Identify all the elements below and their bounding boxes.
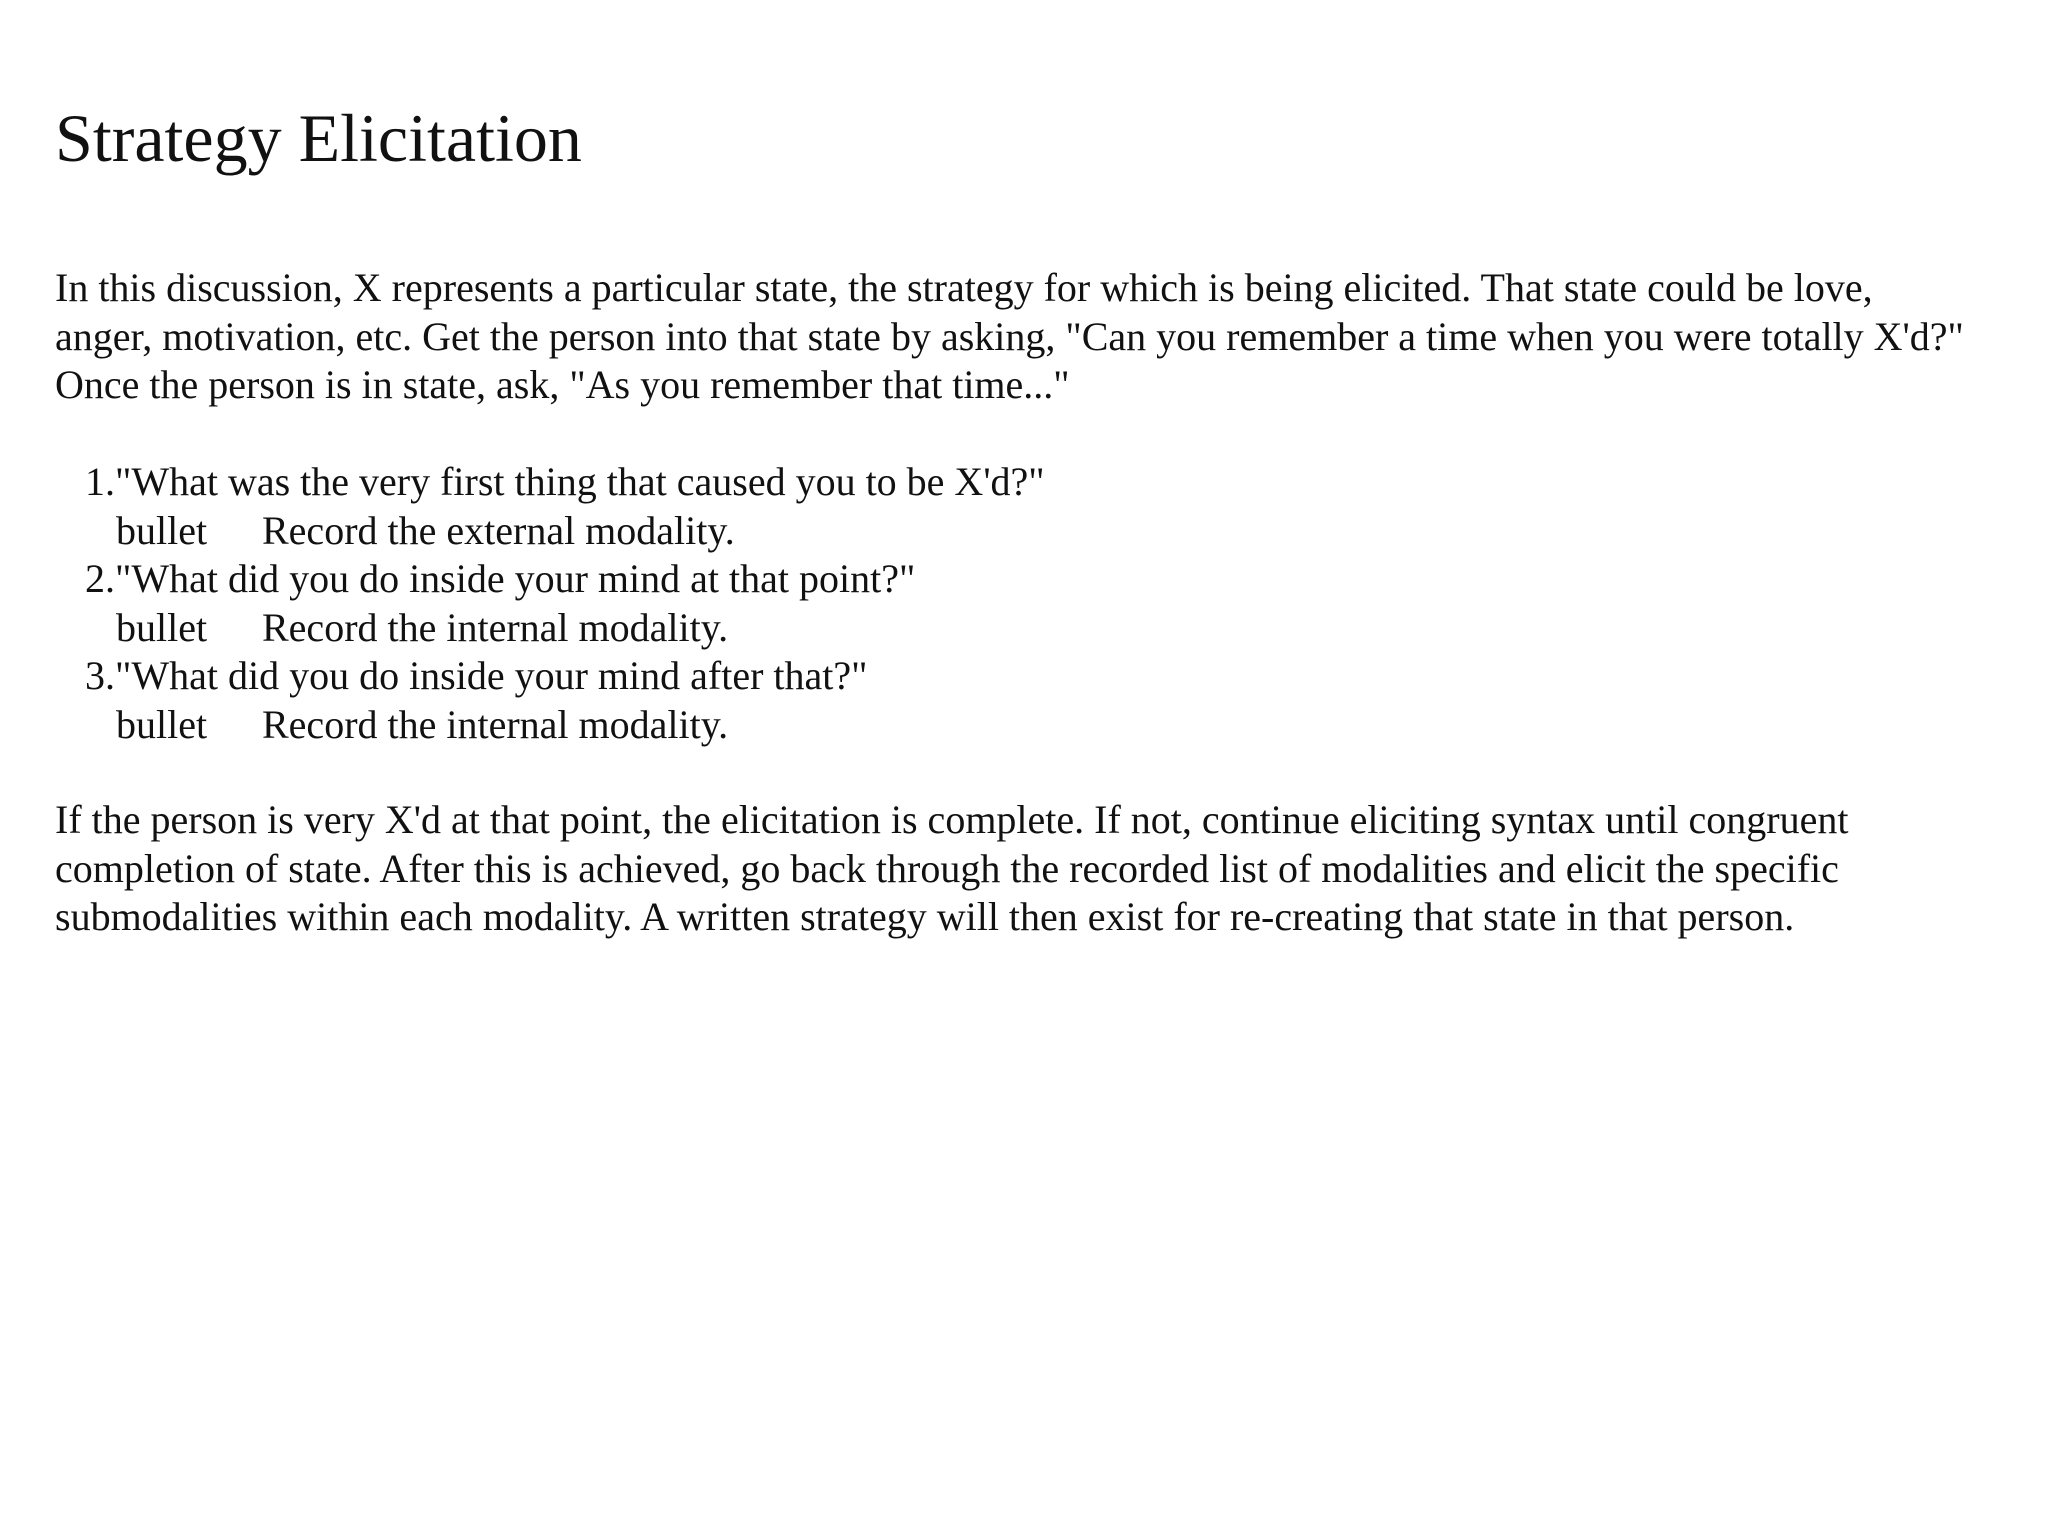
step-note-row bbox=[55, 701, 1975, 750]
step-question: "What was the very first thing that caused you to be X'd?" bbox=[115, 459, 1045, 504]
step-question: "What did you do inside your mind after that?" bbox=[115, 653, 868, 698]
step-question-row bbox=[55, 458, 1975, 507]
step-note: Record the external modality. bbox=[262, 507, 735, 553]
bullet-marker: bullet bbox=[116, 701, 208, 747]
step-note: Record the internal modality. bbox=[262, 604, 729, 650]
step-question: "What did you do inside your mind at that point?" bbox=[115, 556, 916, 601]
step-note-row bbox=[55, 604, 1975, 653]
step-number: 2. bbox=[85, 556, 115, 601]
page-title: Strategy Elicitation bbox=[55, 100, 582, 176]
step-question-row bbox=[55, 555, 1975, 604]
outro-paragraph: If the person is very X'd at that point, the elicitation is complete. If not, continue eliciting syntax until congruent completion of state. After this is achieved, go back through the recorded list of modalities and elicit the specific submodalities within each modality. A written strategy will then exist for re-creating that state in that person. bbox=[55, 797, 1849, 939]
step-item bbox=[55, 555, 1975, 652]
step-item bbox=[55, 458, 1975, 555]
bullet-marker: bullet bbox=[116, 604, 208, 650]
step-item bbox=[55, 652, 1975, 749]
steps-list bbox=[55, 458, 1975, 749]
step-note: Record the internal modality. bbox=[262, 701, 729, 747]
bullet-marker: bullet bbox=[116, 507, 208, 553]
step-note-row bbox=[55, 507, 1975, 556]
step-question-row bbox=[55, 652, 1975, 701]
step-number: 3. bbox=[85, 653, 115, 698]
intro-paragraph: In this discussion, X represents a particular state, the strategy for which is being elicited. That state could be love, anger, motivation, etc. Get the person into that state by asking, "Can you remember a time when you were totally X'd?" Once the person is in state, ask, "As you remember that time..." bbox=[55, 265, 1964, 407]
step-number: 1. bbox=[85, 459, 115, 504]
